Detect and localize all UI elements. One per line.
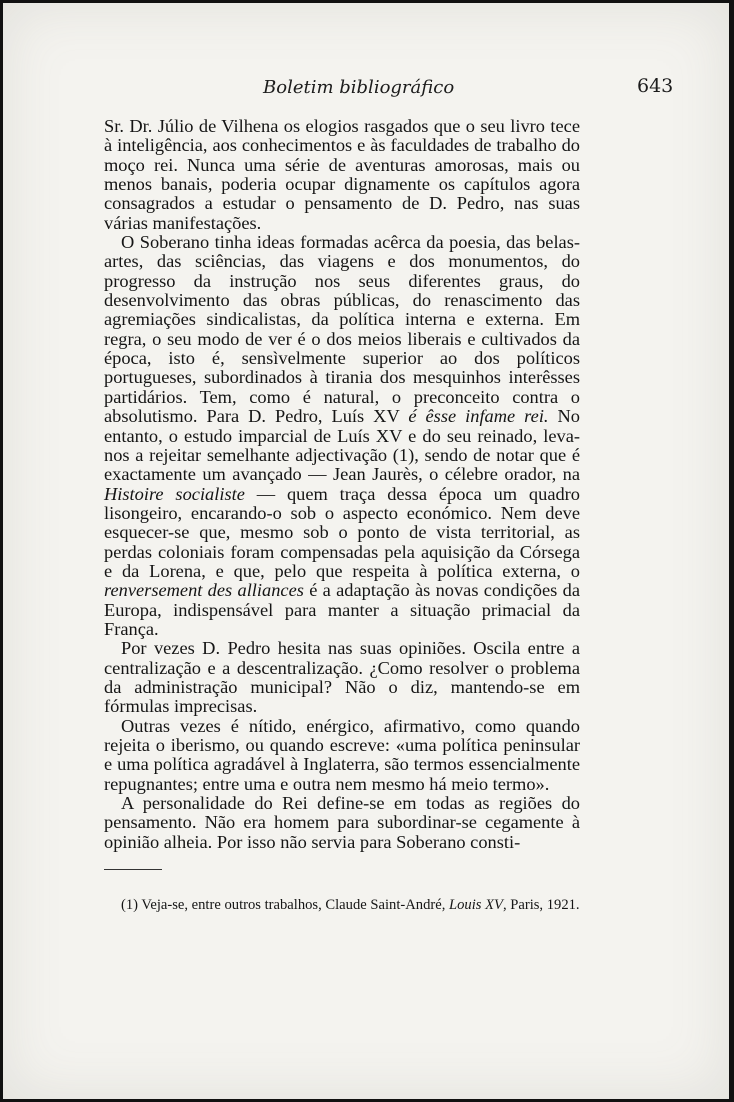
footnote — [104, 896, 584, 915]
text-run: — quem traça dessa época um quadro lisongeiro, encarando-o sob o aspecto económico. Nem deve esquecer-se que, mesmo sob o ponto de vista territorial, as perdas coloniais foram compensadas pela aquisição da Córsega e da Lorena, e que, pelo que respeita à política externa, o — [104, 483, 580, 581]
paragraph — [104, 117, 580, 233]
page-number: 643 — [637, 75, 674, 97]
italic-phrase: é êsse infame rei. — [408, 406, 549, 427]
text-run: No entanto, o estudo imparcial de Luís XV e do seu reinado, leva-nos a rejeitar semelhante adjectivação (1), sendo de notar que é exactamente um avançado — Jean Jaurès, o célebre orador, na — [104, 406, 580, 485]
paragraph — [104, 233, 580, 639]
text-run: A personalidade do Rei define-se em todas as regiões do pensamento. Não era homem para subordinar-se cegamente à opinião alheia. Por isso não servia para Soberano consti- — [104, 793, 580, 852]
body-text — [104, 117, 580, 852]
footnote-marker: (1) — [121, 897, 139, 913]
running-header-title: Boletim bibliográfico — [263, 77, 455, 98]
text-run: O Soberano tinha ideas formadas acêrca da poesia, das belas-artes, das sciências, das viagens e dos monumentos, do progresso da instrução nos seus diferentes graus, do desenvolvimento das obras públicas, do renascimento das agremiações sindicalistas, da política interna e externa. Em regra, o seu modo de ver é o dos meios liberais e cultivados da época, isto é, sensìvelmente superior ao dos políticos portugueses, subordinados à tirania dos mesquinhos interêsses partidários. Tem, como é natural, o preconceito contra o absolutismo. Para D. Pedro, Luís XV — [104, 232, 580, 427]
footnote-rest: , Paris, 1921. — [502, 897, 580, 913]
footnote-divider — [104, 869, 162, 870]
text-run: Por vezes D. Pedro hesita nas suas opiniões. Oscila entre a centralização e a descentralização. ¿Como resolver o problema da administração municipal? Não o diz, mantendo-se em fórmulas imprecisas. — [104, 638, 580, 717]
paragraph — [104, 794, 580, 852]
paragraph — [104, 639, 580, 716]
text-run: Sr. Dr. Júlio de Vilhena os elogios rasgados que o seu livro tece à inteligência, aos conhecimentos e às faculdades de trabalho do moço rei. Nunca uma série de aventuras amorosas, mais ou menos banais, poderia ocupar dignamente os capítulos agora consagrados a estudar o pensamento de D. Pedro, nas suas várias manifestações. — [104, 116, 580, 233]
italic-phrase: renversement des alliances — [104, 580, 304, 601]
footnote-text: Veja-se, entre outros trabalhos, Claude Saint-André, — [138, 897, 450, 913]
paragraph — [104, 717, 580, 794]
footnote-work-title: Louis XV — [449, 897, 503, 913]
book-page — [3, 3, 729, 1099]
text-run: é a adaptação às novas condições da Europa, indispensável para manter a situação primacial da França. — [104, 580, 580, 639]
text-run: Outras vezes é nítido, enérgico, afirmativo, como quando rejeita o iberismo, ou quando escreve: «uma política peninsular e uma política agradável à Inglaterra, são termos essencialmente repugnantes; entre uma e outra nem mesmo há meio termo». — [104, 715, 580, 794]
italic-phrase: Histoire socialiste — [104, 483, 245, 504]
